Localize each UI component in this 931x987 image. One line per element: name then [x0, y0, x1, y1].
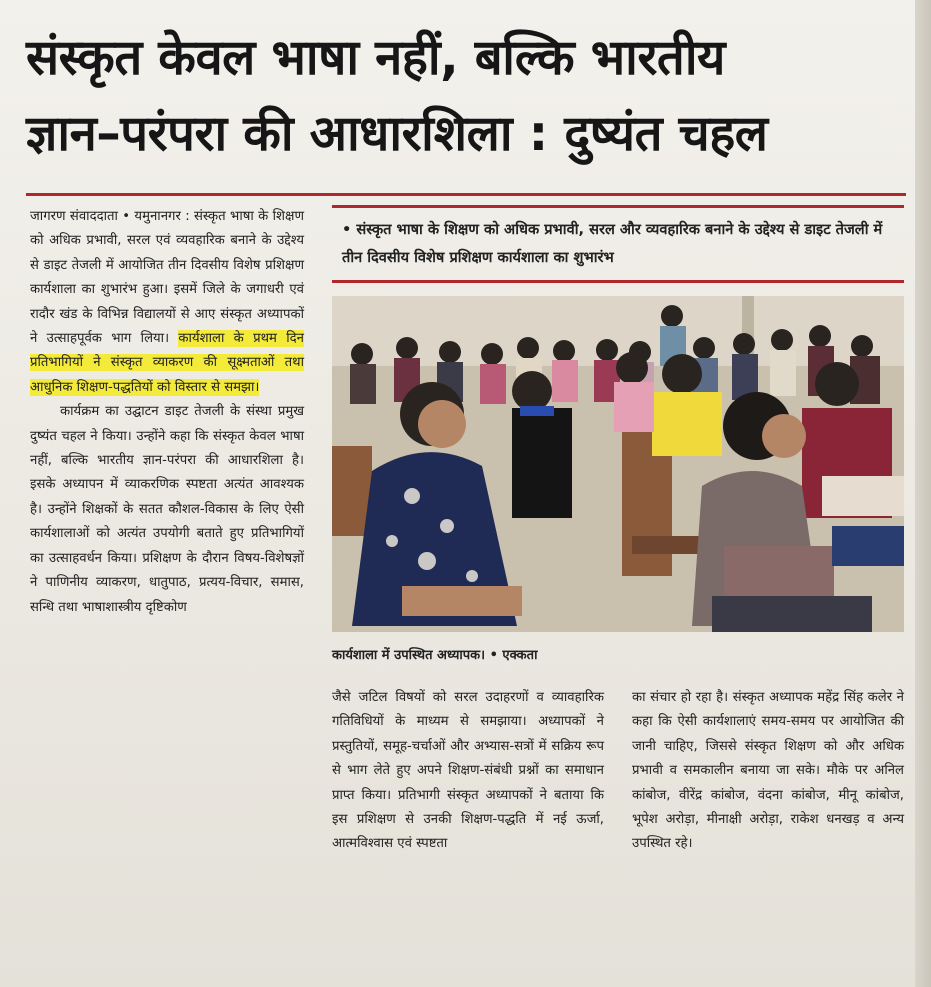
strapline — [332, 205, 904, 283]
column-2-text: जैसे जटिल विषयों को सरल उदाहरणों व व्यावहारिक गतिविधियों के माध्यम से समझाया। अध्यापकों ने प्रस्तुतियों, समूह-चर्चाओं और अभ्यास-सत्रों में सक्रिय रूप से भाग लेते हुए अपने शिक्षण-संबंधी प्रश्नों का समाधान प्राप्त किया। प्रतिभागी संस्कृत अध्यापकों ने बताया कि इस प्रशिक्षण से उनकी शिक्षण-पद्धति में नई ऊर्जा, आत्मविश्वास एवं स्पष्टता — [332, 690, 604, 852]
intro-text: जागरण संवाददाता • यमुनानगर : संस्कृत भाषा के शिक्षण को अधिक प्रभावी, सरल एवं व्यवहारिक बनाने के उद्देश्य से डाइट तेजली में आयोजित तीन दिवसीय विशेष प्रशिक्षण कार्यशाला का शुभारंभ हुआ। इसमें जिले के जगाधरी एवं रादौर खंड के विभिन्न विद्यालयों से आए संस्कृत अध्यापकों ने उत्साहपूर्वक भाग लिया। — [30, 209, 304, 347]
headline-line-1: संस्कृत केवल भाषा नहीं, बल्कि भारतीय — [26, 29, 725, 86]
article-column-2 — [332, 686, 604, 857]
headline-rule — [26, 193, 906, 196]
highlighted-sentence: कार्यशाला के प्रथम दिन प्रतिभागियों ने संस्कृत व्याकरण की सूक्ष्मताओं तथा आधुनिक शिक्षण-पद्धतियों को विस्तार से समझा। — [30, 331, 304, 395]
strap-rule-bottom — [332, 280, 904, 283]
intro-paragraph — [30, 205, 304, 400]
photo-caption: कार्यशाला में उपस्थित अध्यापक। • एक्कता — [332, 648, 538, 663]
article-column-3 — [632, 686, 904, 857]
classroom-photo-illustration — [332, 296, 904, 632]
strap-text: • संस्कृत भाषा के शिक्षण को अधिक प्रभावी, सरल और व्यवहारिक बनाने के उद्देश्य से डाइट तेजली में तीन दिवसीय विशेष प्रशिक्षण कार्यशाला का शुभारंभ — [342, 221, 883, 266]
page-edge — [915, 0, 931, 987]
article-column-1 — [30, 205, 304, 620]
headline-line-2: ज्ञान–परंपरा की आधारशिला : दुष्यंत चहल — [26, 105, 768, 162]
news-photo — [332, 296, 904, 632]
headline — [26, 20, 906, 172]
column-3-text: का संचार हो रहा है। संस्कृत अध्यापक महेंद्र सिंह कलेर ने कहा कि ऐसी कार्यशालाएं समय-समय पर आयोजित की जानी चाहिए, जिससे संस्कृत शिक्षण को और अधिक प्रभावी व समकालीन बनाया जा सके। मौके पर अनिल कांबोज, वीरेंद्र कांबोज, वंदना कांबोज, मीनू कांबोज, भूपेश अरोड़ा, मीनाक्षी अरोड़ा, राकेश धनखड़ व अन्य उपस्थित रहे। — [632, 690, 904, 852]
paragraph-2: कार्यक्रम का उद्घाटन डाइट तेजली के संस्था प्रमुख दुष्यंत चहल ने किया। उन्होंने कहा कि संस्कृत केवल भाषा नहीं, बल्कि भारतीय ज्ञान-परंपरा की आधारशिला है। इसके अध्यापन में व्याकरणिक स्पष्टता अत्यंत आवश्यक है। उन्होंने शिक्षकों के सतत कौशल-विकास के लिए ऐसी कार्यशालाओं को अत्यंत उपयोगी बताते हुए प्रतिभागियों का उत्साहवर्धन किया। प्रशिक्षण के दौरान विषय-विशेषज्ञों ने पाणिनीय व्याकरण, धातुपाठ, प्रत्यय-विचार, समास, सन्धि तथा भाषाशास्त्रीय दृष्टिकोण — [30, 404, 304, 615]
